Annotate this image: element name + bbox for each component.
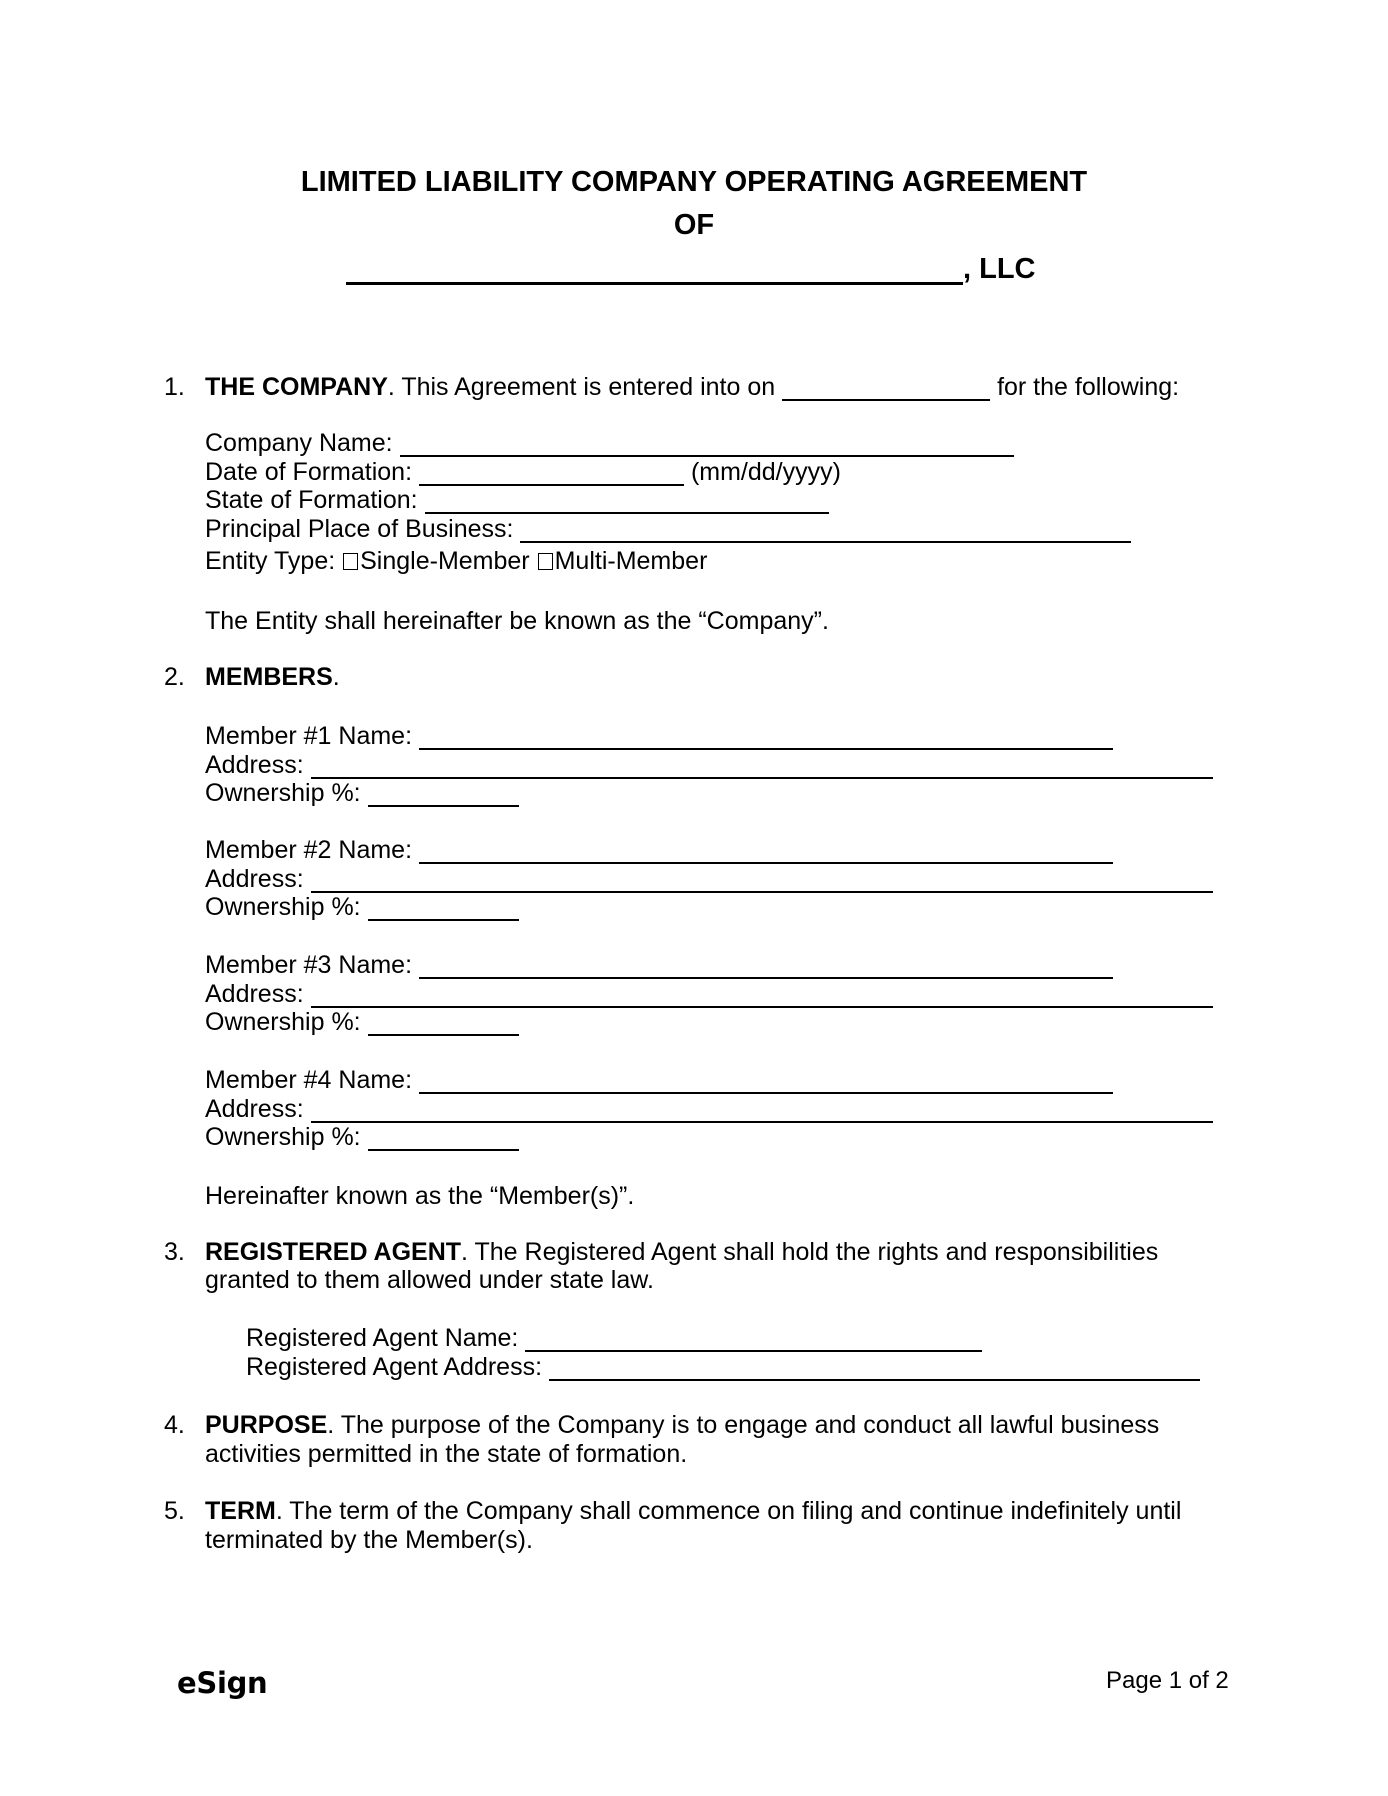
single-member-checkbox[interactable]	[343, 553, 358, 570]
member-address-blank[interactable]	[311, 984, 1213, 1008]
member-address-blank[interactable]	[311, 755, 1213, 779]
section-5-heading: TERM	[205, 1497, 276, 1525]
member-ownership-label: Ownership %:	[205, 1008, 361, 1036]
agent-name-row	[246, 1324, 982, 1353]
member-ownership-row	[205, 893, 519, 922]
member-address-label: Address:	[205, 1094, 304, 1123]
section-3-line2: granted to them allowed under state law.	[205, 1266, 654, 1294]
llc-name-blank[interactable]	[346, 254, 963, 285]
member-address-row	[205, 1095, 1213, 1124]
member-address-label: Address:	[205, 864, 304, 893]
member-name-blank[interactable]	[419, 955, 1113, 979]
section-5-line2: terminated by the Member(s).	[205, 1526, 533, 1554]
member-address-label: Address:	[205, 750, 304, 779]
multi-member-checkbox[interactable]	[538, 553, 553, 570]
member-name-label: Member #1 Name:	[205, 722, 413, 750]
member-name-label: Member #4 Name:	[205, 1066, 413, 1094]
agent-address-label: Registered Agent Address:	[246, 1353, 543, 1381]
section-2-number: 2.	[164, 663, 185, 691]
section-2-heading-row	[205, 663, 340, 692]
section-4-line2: activities permitted in the state of formation.	[205, 1440, 688, 1468]
section-3-number: 3.	[164, 1238, 185, 1266]
llc-suffix: , LLC	[963, 253, 1036, 285]
company-name-label: Company Name:	[205, 429, 393, 457]
section-4-line1	[205, 1411, 1159, 1440]
company-name-row	[205, 429, 1014, 458]
esign-logo: eSign	[177, 1666, 268, 1700]
state-of-formation-label: State of Formation:	[205, 486, 418, 514]
agent-name-label: Registered Agent Name:	[246, 1324, 519, 1352]
section-3-line1	[205, 1238, 1158, 1267]
section-5-number: 5.	[164, 1497, 185, 1525]
document-title-of: OF	[673, 209, 715, 241]
member-ownership-blank[interactable]	[368, 1012, 519, 1036]
document-title: LIMITED LIABILITY COMPANY OPERATING AGREEMENT	[300, 166, 1088, 198]
section-1-intro-text: . This Agreement is entered into on	[387, 373, 776, 401]
agreement-date-blank[interactable]	[782, 377, 990, 401]
member-name-row	[205, 722, 1113, 751]
section-1-number: 1.	[164, 373, 185, 401]
member-ownership-blank[interactable]	[368, 783, 519, 807]
agent-name-blank[interactable]	[525, 1328, 982, 1352]
member-ownership-row	[205, 1123, 519, 1152]
principal-place-blank[interactable]	[520, 519, 1131, 543]
member-name-row	[205, 951, 1113, 980]
member-ownership-blank[interactable]	[368, 897, 519, 921]
member-ownership-row	[205, 1008, 519, 1037]
multi-member-label: Multi-Member	[554, 547, 708, 575]
agent-address-blank[interactable]	[549, 1357, 1200, 1381]
member-address-blank[interactable]	[311, 869, 1213, 893]
member-name-blank[interactable]	[419, 1070, 1113, 1094]
section-3-body-1: . The Registered Agent shall hold the rights and responsibilities	[461, 1238, 1159, 1266]
member-name-blank[interactable]	[419, 726, 1113, 750]
section-4-number: 4.	[164, 1411, 185, 1439]
member-address-blank[interactable]	[311, 1099, 1213, 1123]
date-of-formation-blank[interactable]	[419, 462, 684, 486]
date-format-hint: (mm/dd/yyyy)	[690, 458, 841, 486]
company-name-blank[interactable]	[400, 433, 1014, 457]
llc-name-line	[346, 251, 1036, 287]
member-ownership-label: Ownership %:	[205, 1123, 361, 1151]
member-name-blank[interactable]	[419, 840, 1113, 864]
member-ownership-label: Ownership %:	[205, 779, 361, 807]
member-name-label: Member #2 Name:	[205, 836, 413, 864]
member-address-row	[205, 980, 1213, 1009]
section-2-closing: Hereinafter known as the “Member(s)”.	[205, 1182, 635, 1210]
member-ownership-label: Ownership %:	[205, 893, 361, 921]
member-name-row	[205, 836, 1113, 865]
entity-type-row	[205, 547, 707, 576]
member-address-label: Address:	[205, 979, 304, 1008]
member-address-row	[205, 865, 1213, 894]
member-ownership-row	[205, 779, 519, 808]
section-4-body-1: . The purpose of the Company is to engage and conduct all lawful business	[327, 1411, 1160, 1439]
section-5-body-1: . The term of the Company shall commence on filing and continue indefinitely until	[275, 1497, 1182, 1525]
section-1-heading: THE COMPANY	[205, 373, 388, 401]
section-5-line1	[205, 1497, 1181, 1526]
member-name-row	[205, 1066, 1113, 1095]
section-4-heading: PURPOSE	[205, 1411, 328, 1439]
entity-type-label: Entity Type:	[205, 547, 336, 575]
section-1-intro	[205, 373, 1179, 402]
state-of-formation-blank[interactable]	[425, 490, 829, 514]
date-of-formation-label: Date of Formation:	[205, 458, 413, 486]
member-address-row	[205, 751, 1213, 780]
principal-place-row	[205, 515, 1131, 544]
agent-address-row	[246, 1353, 1200, 1382]
date-of-formation-row	[205, 458, 841, 487]
principal-place-label: Principal Place of Business:	[205, 515, 514, 543]
section-2-heading: MEMBERS	[205, 663, 333, 691]
member-ownership-blank[interactable]	[368, 1127, 519, 1151]
section-1-intro-tail: for the following:	[997, 373, 1180, 401]
state-of-formation-row	[205, 486, 829, 515]
member-name-label: Member #3 Name:	[205, 951, 413, 979]
page-indicator: Page 1 of 2	[1106, 1667, 1229, 1694]
single-member-label: Single-Member	[360, 547, 530, 575]
section-1-closing: The Entity shall hereinafter be known as the “Company”.	[205, 607, 829, 635]
section-2-heading-period: .	[332, 663, 340, 691]
section-3-heading: REGISTERED AGENT	[205, 1238, 462, 1266]
